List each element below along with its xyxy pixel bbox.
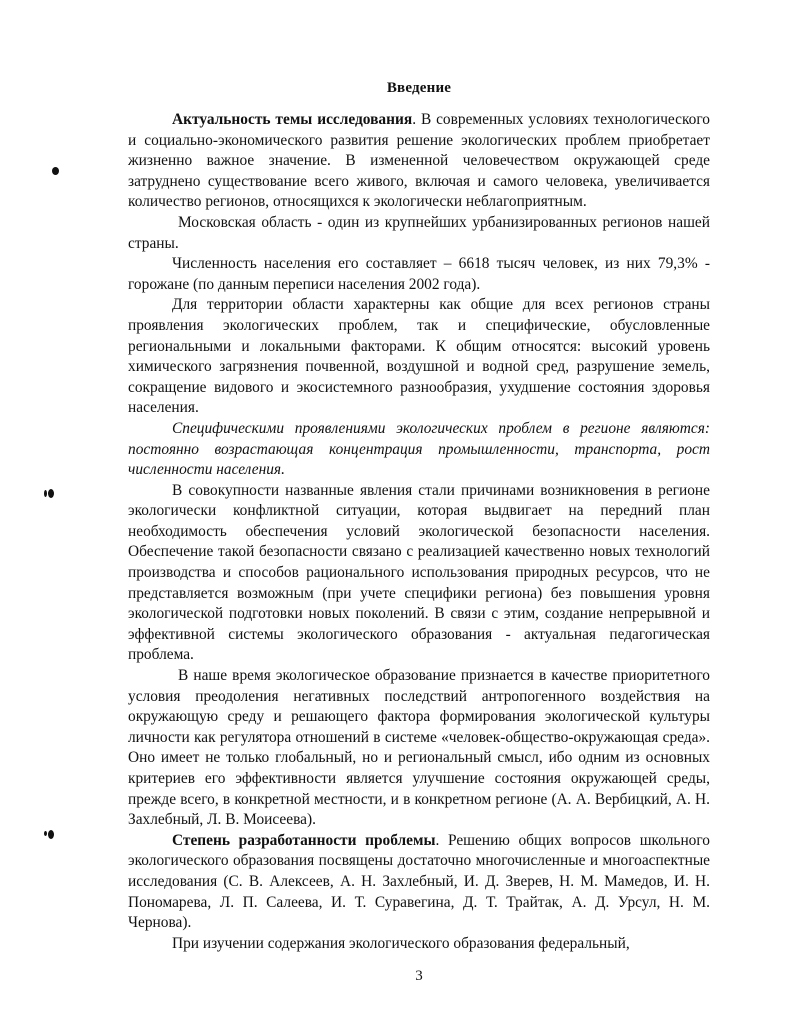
paragraph-conflict-situation: В совокупности названные явления стали причинами возникновения в регионе экологически конфликтной ситуации, которая выдвигает на передний план необходимость обеспечения условий экологической безопасности населения. Обеспечение такой безопасности связано с реализацией качественно новых технологий производства и способов рационального использования природных ресурсов, что не представляется возможным (при учете специфики региона) без повышения уровня экологической подготовки новых поколений. В связи с этим, создание непрерывной и эффективной системы экологического образования - актуальная педагогическая проблема. xyxy=(128,481,710,664)
relevance-heading: Актуальность темы исследования xyxy=(172,111,413,128)
margin-speck-1 xyxy=(52,167,59,175)
margin-speck-2 xyxy=(44,490,47,497)
relevance-text: . В современных условиях технологического и социально-экономического развития решение экологических проблем приобретает жизненно важное значение. В измененной человечеством окружающей среде затруднено существование всего живого, включая и самого человека, увеличивается количество регионов, относящихся к экологически неблагоприятным. xyxy=(128,111,710,211)
paragraph-moscow-region: Московская область - один из крупнейших урбанизированных регионов нашей страны. xyxy=(128,213,710,252)
paragraph-population: Численность населения его составляет – 6618 тысяч человек, из них 79,3% - горожане (по данным переписи населения 2002 года). xyxy=(128,255,710,293)
paragraph-relevance xyxy=(128,110,710,213)
paragraph-degree-of-development xyxy=(128,831,710,934)
page-title: Введение xyxy=(386,80,452,96)
paragraph-problems: Для территории области характерны как общие для всех регионов страны проявления экологических проблем, так и специфические, обусловленные региональными и локальными факторами. К общим относятся: высокий уровень химического загрязнения почвенной, воздушной и водной сред, разрушение земель, сокращение видового и экосистемного разнообразия, ухудшение состояния здоровья населения. xyxy=(128,296,710,417)
paragraph-specific-problems: Специфическими проявлениями экологических проблем в регионе являются: постоянно возрастающая концентрация промышленности, транспорта, рост численности населения. xyxy=(128,419,710,479)
margin-speck-4 xyxy=(44,831,47,836)
margin-speck-5 xyxy=(48,830,54,839)
degree-text: . Решению общих вопросов школьного экологического образования посвящены достаточно многочисленные и многоаспектные исследования (С. В. Алексеев, А. Н. Захлебный, И. Д. Зверев, Н. М. Мамедов, И. Н. Пономарева, Л. П. Салеева, И. Т. Суравегина, Д. Т. Трайтак, А. Д. Урсул, Н. М. Чернова). xyxy=(128,831,710,932)
body-text xyxy=(128,110,710,954)
degree-heading: Степень разработанности проблемы xyxy=(172,831,436,849)
margin-speck-3 xyxy=(48,489,54,498)
paragraph-content-study: При изучении содержания экологического образования федеральный, xyxy=(172,934,630,952)
page-number: 3 xyxy=(415,968,423,984)
paragraph-ecological-education: В наше время экологическое образование признается в качестве приоритетного условия преодоления негативных последствий антропогенного воздействия на окружающую среду и решающего фактора формирования экологической культуры личности как регулятора отношений в системе «человек-общество-окружающая среда». Оно имеет не только глобальный, но и региональный смысл, ибо одним из основных критериев его эффективности является улучшение состояния окружающей среды, прежде всего, в конкретной местности, и в конкретном регионе (А. А. Вербицкий, А. Н. Захлебный, Л. В. Моисеева). xyxy=(128,667,710,829)
